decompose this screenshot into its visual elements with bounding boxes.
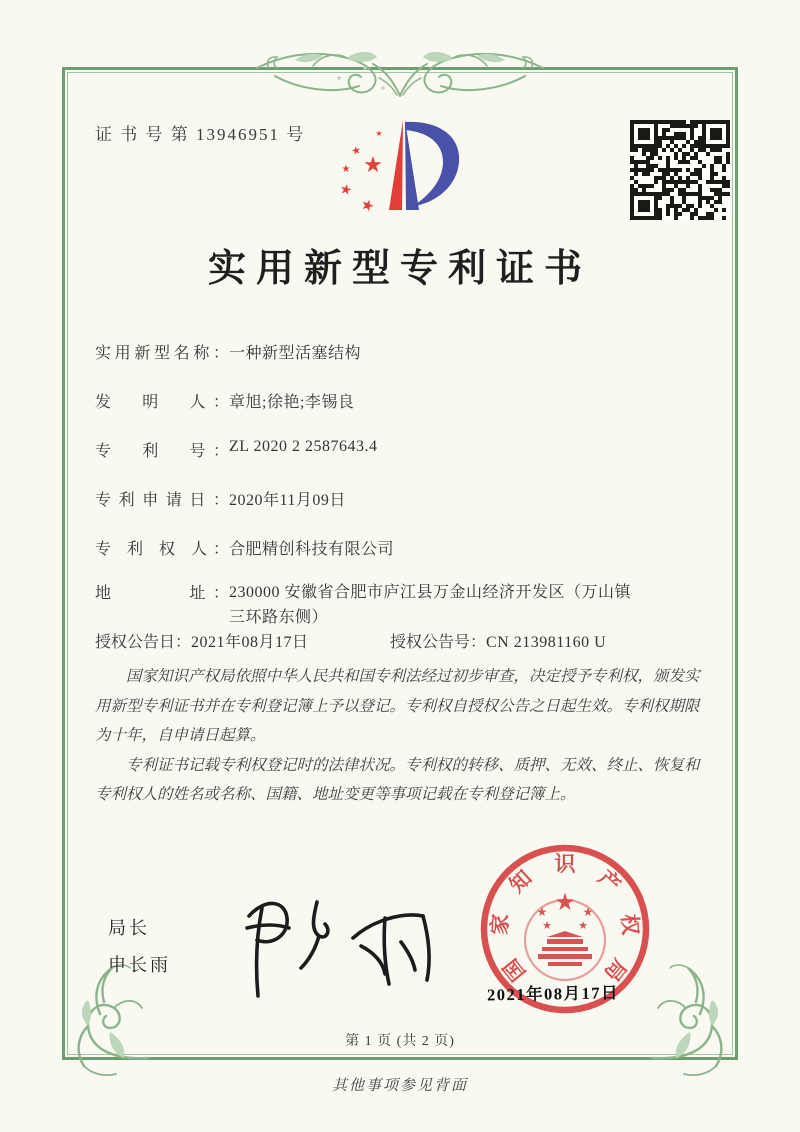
field-value: 230000 安徽省合肥市庐江县万金山经济开发区（万山镇三环路东侧） <box>229 584 632 626</box>
field-patentee <box>95 536 715 560</box>
svg-text:★: ★ <box>349 143 363 159</box>
field-utility-model-name <box>95 340 715 364</box>
legal-paragraph-2: 专利证书记载专利权登记时的法律状况。专利权的转移、质押、无效、终止、恢复和专利权人的姓名或名称、国籍、地址变更等事项记载在专利登记簿上。 <box>95 756 700 803</box>
director-name: 申长雨 <box>108 955 171 975</box>
grant-number-label: 授权公告号： <box>390 634 487 651</box>
field-label: 发 明 人： <box>95 394 229 411</box>
field-value: 2020年11月09日 <box>229 492 346 509</box>
legal-paragraph-1: 国家知识产权局依照中华人民共和国专利法经过初步审查，决定授予专利权，颁发实用新型专利证书并在专利登记簿上予以登记。专利权自授权公告之日起生效。专利权期限为十年，自申请日起算。 <box>95 668 700 744</box>
field-patent-number <box>95 438 715 462</box>
svg-text:★: ★ <box>578 919 588 932</box>
page-number: 第 1 页 (共 2 页) <box>345 1034 455 1049</box>
field-value: 合肥精创科技有限公司 <box>229 541 395 558</box>
qr-code <box>630 120 732 222</box>
field-grant-row <box>95 629 715 653</box>
svg-text:产: 产 <box>593 865 626 898</box>
field-label: 专利申请日： <box>95 492 229 509</box>
seal-emblem <box>525 888 605 980</box>
svg-text:★: ★ <box>582 905 594 919</box>
field-address <box>95 580 715 630</box>
svg-text:权: 权 <box>617 913 643 936</box>
director-block <box>108 910 171 984</box>
field-value: ZL 2020 2 2587643.4 <box>229 438 378 455</box>
legal-text-block <box>95 662 713 810</box>
back-note: 其他事项参见背面 <box>331 1078 468 1094</box>
field-inventors <box>95 389 715 413</box>
field-value: 一种新型活塞结构 <box>229 345 362 362</box>
director-title: 局长 <box>108 918 150 938</box>
svg-text:识: 识 <box>554 852 576 876</box>
svg-text:★: ★ <box>554 888 576 916</box>
svg-text:★: ★ <box>358 194 378 217</box>
svg-text:★: ★ <box>363 153 383 178</box>
top-ornament-flourish <box>255 38 545 103</box>
field-label: 专 利 权 人： <box>95 541 229 558</box>
field-filing-date <box>95 487 715 511</box>
svg-text:★: ★ <box>536 905 548 919</box>
certificate-title: 实用新型专利证书 <box>207 248 592 290</box>
field-value: 章旭;徐艳;李锡良 <box>229 394 355 411</box>
grant-date: 2021年08月17日 <box>191 634 309 651</box>
svg-text:知: 知 <box>504 865 537 898</box>
svg-text:★: ★ <box>338 180 354 200</box>
director-signature <box>225 878 440 1000</box>
cnipa-logo-icon <box>333 110 478 228</box>
seal-date: 2021年08月17日 <box>486 983 620 1005</box>
field-label: 地 址： <box>95 585 229 602</box>
svg-text:★: ★ <box>375 129 383 138</box>
bottom-right-corner-flourish <box>650 962 760 1082</box>
field-label: 专 利 号： <box>95 443 229 460</box>
svg-text:局: 局 <box>599 954 632 986</box>
svg-text:★: ★ <box>341 164 351 175</box>
certificate-number: 证 书 号 第 13946951 号 <box>95 125 306 144</box>
svg-text:家: 家 <box>487 913 513 936</box>
svg-text:★: ★ <box>542 919 552 932</box>
svg-text:国: 国 <box>498 954 531 986</box>
grant-number: CN 213981160 U <box>486 634 607 651</box>
grant-date-label: 授权公告日： <box>95 634 192 651</box>
field-label: 实用新型名称： <box>95 345 229 362</box>
